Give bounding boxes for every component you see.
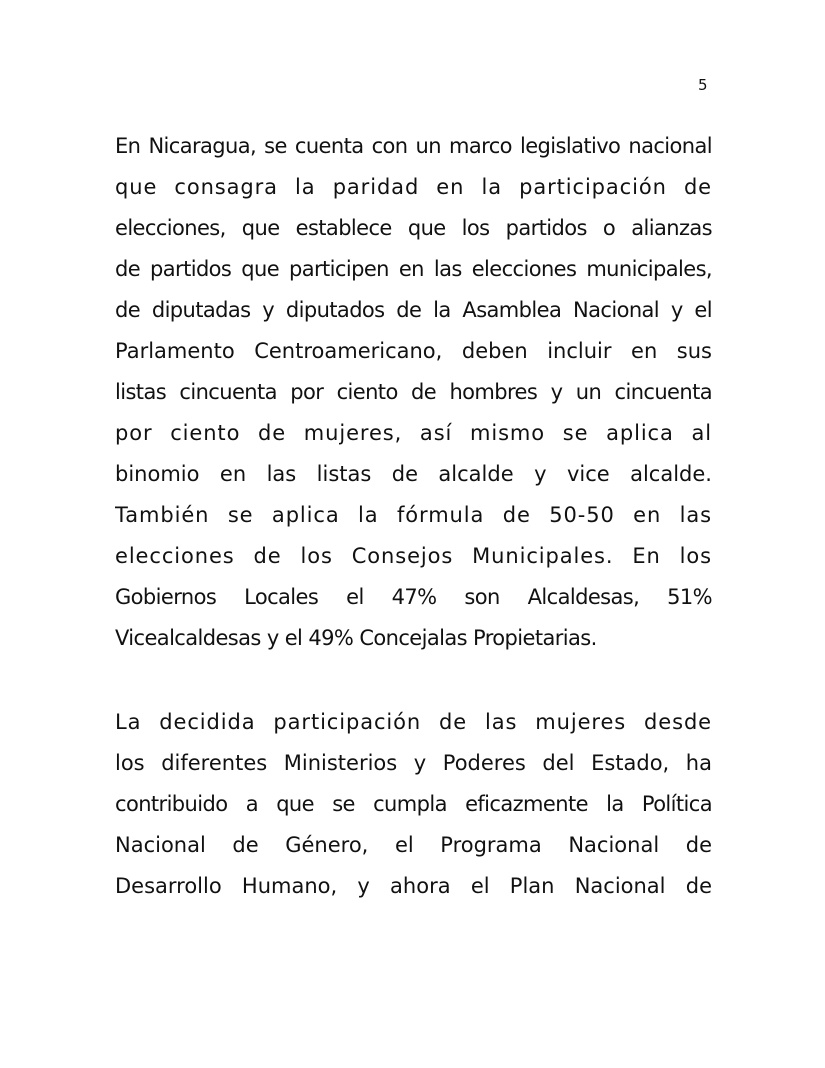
text-line: los diferentes Ministerios y Poderes del Estado, ha [115, 751, 712, 775]
text-line: que consagra la paridad en la participación de [115, 175, 712, 199]
text-line: Parlamento Centroamericano, deben incluir en sus [115, 339, 712, 363]
text-line: de diputadas y diputados de la Asamblea Nacional y el [115, 298, 712, 322]
text-line: por ciento de mujeres, así mismo se aplica al [115, 421, 712, 445]
text-line: de partidos que participen en las elecciones municipales, [115, 257, 712, 281]
text-line: contribuido a que se cumpla eficazmente la Política [115, 792, 712, 816]
paragraph-participacion [115, 702, 712, 907]
text-line: elecciones, que establece que los partidos o alianzas [115, 216, 712, 240]
text-line: Gobiernos Locales el 47% son Alcaldesas, 51% [115, 585, 712, 609]
text-line: También se aplica la fórmula de 50-50 en las [115, 503, 712, 527]
page-number: 5 [698, 76, 708, 94]
text-line: La decidida participación de las mujeres desde [115, 710, 712, 734]
text-line: Vicealcaldesas y el 49% Concejalas Propietarias. [115, 626, 597, 650]
paragraph-paridad [115, 126, 712, 659]
text-line: Nacional de Género, el Programa Nacional de [115, 833, 712, 857]
text-line: Desarrollo Humano, y ahora el Plan Nacional de [115, 874, 712, 898]
text-line: listas cincuenta por ciento de hombres y un cincuenta [115, 380, 712, 404]
text-line: En Nicaragua, se cuenta con un marco legislativo nacional [115, 134, 712, 158]
text-line: binomio en las listas de alcalde y vice alcalde. [115, 462, 712, 486]
text-line: elecciones de los Consejos Municipales. En los [115, 544, 712, 568]
